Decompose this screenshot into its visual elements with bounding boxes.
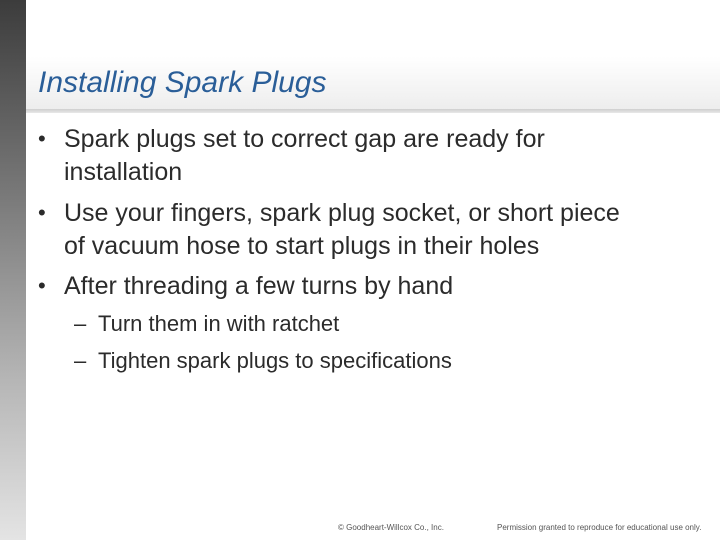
bullet-marker: • <box>38 126 46 151</box>
sub-bullet-2: Tighten spark plugs to specifications <box>98 348 452 373</box>
slide-title: Installing Spark Plugs <box>38 66 327 99</box>
bullet-1-line-2: installation <box>64 158 183 186</box>
bullet-marker: • <box>38 273 46 298</box>
sub-bullet-marker: – <box>74 311 87 336</box>
bullet-2-line-2: of vacuum hose to start plugs in their holes <box>64 232 540 260</box>
sub-bullet-marker: – <box>74 348 87 373</box>
bullet-marker: • <box>38 200 46 225</box>
bullet-3-line-1: After threading a few turns by hand <box>64 272 454 300</box>
bullet-1-line-1: Spark plugs set to correct gap are ready for <box>64 125 545 153</box>
bullet-2-line-1: Use your fingers, spark plug socket, or short piece <box>64 199 620 227</box>
sub-bullet-1: Turn them in with ratchet <box>98 311 340 336</box>
footer-permission: Permission granted to reproduce for educational use only. <box>497 523 702 532</box>
footer-copyright: © Goodheart-Willcox Co., Inc. <box>338 523 444 532</box>
